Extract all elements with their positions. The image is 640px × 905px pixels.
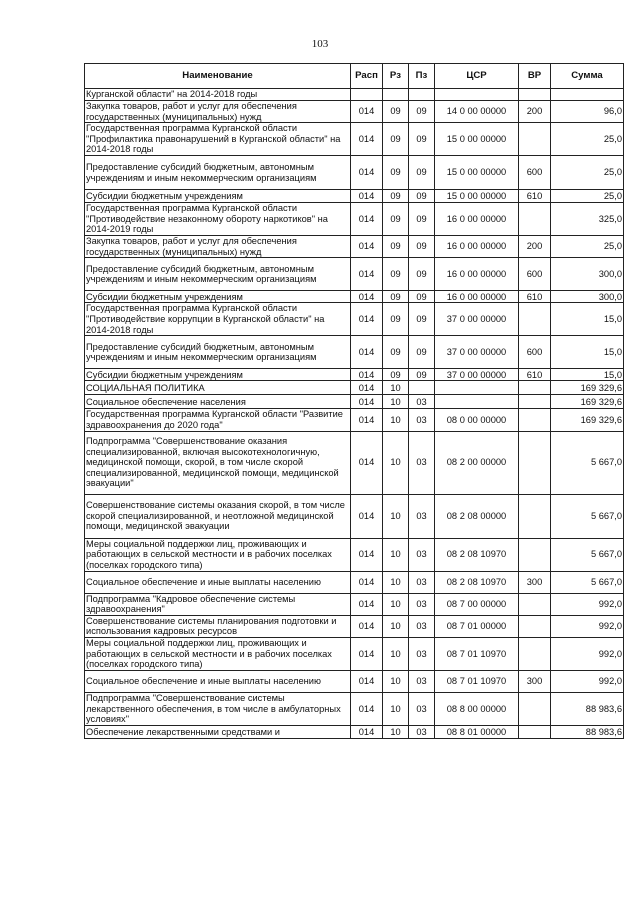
table-cell-rz: 10 [383, 571, 409, 593]
table-cell-rz: 10 [383, 615, 409, 637]
table-cell-name: Предоставление субсидий бюджетным, автономным учреждениям и иным некоммерческим организациям [85, 258, 351, 291]
table-cell-vr [519, 637, 551, 670]
table-cell-csr: 37 0 00 00000 [435, 303, 519, 336]
table-cell-pz: 09 [409, 101, 435, 123]
table-cell-rasp: 014 [351, 494, 383, 538]
table-cell-sum: 5 667,0 [551, 494, 624, 538]
table-cell-name: Подпрограмма "Кадровое обеспечение системы здравоохранения" [85, 593, 351, 615]
table-cell-sum: 992,0 [551, 670, 624, 692]
table-cell-vr: 600 [519, 156, 551, 190]
table-cell-rasp: 014 [351, 593, 383, 615]
table-cell-rasp: 014 [351, 409, 383, 431]
table-row [85, 431, 624, 494]
header-rasp: Расп [351, 64, 383, 89]
table-cell-rz: 10 [383, 538, 409, 571]
table-cell-vr [519, 593, 551, 615]
table-cell-vr [519, 538, 551, 571]
table-cell-pz: 03 [409, 409, 435, 431]
table-cell-csr: 08 7 01 10970 [435, 637, 519, 670]
table-cell-name: Государственная программа Курганской области "Противодействие незаконному обороту наркотиков" на 2014-2019 годы [85, 203, 351, 236]
table-cell-rasp: 014 [351, 236, 383, 258]
table-cell-name: Предоставление субсидий бюджетным, автономным учреждениям и иным некоммерческим организациям [85, 156, 351, 190]
table-cell-csr: 08 2 08 10970 [435, 571, 519, 593]
table-cell-vr: 610 [519, 291, 551, 303]
table-cell-sum: 325,0 [551, 203, 624, 236]
table-row [85, 725, 624, 738]
table-row [85, 494, 624, 538]
header-csr: ЦСР [435, 64, 519, 89]
table-cell-csr: 08 8 01 00000 [435, 725, 519, 738]
table-row [85, 203, 624, 236]
table-cell-vr [519, 615, 551, 637]
table-cell-rasp: 014 [351, 395, 383, 409]
table-cell-name: Подпрограмма "Совершенствование оказания специализированной, включая высокотехнологичную, медицинской помощи, скорой, в том числе скорой специализированной, медицинской помощи, медицинской эвакуации" [85, 431, 351, 494]
header-rz: Рз [383, 64, 409, 89]
table-cell-name: Социальное обеспечение и иные выплаты населению [85, 571, 351, 593]
table-row [85, 538, 624, 571]
table-cell-pz: 03 [409, 670, 435, 692]
table-cell-csr: 08 7 00 00000 [435, 593, 519, 615]
table-cell-vr: 300 [519, 670, 551, 692]
table-cell-rasp: 014 [351, 101, 383, 123]
table-row [85, 409, 624, 431]
table-cell-rasp: 014 [351, 156, 383, 190]
table-cell-csr: 08 7 01 00000 [435, 615, 519, 637]
table-cell-rasp: 014 [351, 369, 383, 381]
table-cell-rz: 10 [383, 725, 409, 738]
table-cell-sum: 25,0 [551, 190, 624, 203]
table-row [85, 89, 624, 101]
table-cell-pz: 03 [409, 494, 435, 538]
table-cell-pz: 03 [409, 593, 435, 615]
table-cell-rasp: 014 [351, 303, 383, 336]
table-cell-sum: 25,0 [551, 156, 624, 190]
table-cell-rasp: 014 [351, 203, 383, 236]
table-cell-pz: 03 [409, 571, 435, 593]
table-cell-sum: 5 667,0 [551, 431, 624, 494]
table-cell-sum: 169 329,6 [551, 381, 624, 395]
table-cell-pz [409, 381, 435, 395]
table-cell-csr: 08 2 08 00000 [435, 494, 519, 538]
table-cell-vr [519, 395, 551, 409]
table-cell-vr [519, 692, 551, 725]
table-cell-pz: 09 [409, 258, 435, 291]
table-cell-csr: 08 7 01 10970 [435, 670, 519, 692]
table-cell-name: Субсидии бюджетным учреждениям [85, 190, 351, 203]
table-cell-vr: 200 [519, 236, 551, 258]
table-cell-pz: 09 [409, 123, 435, 156]
table-cell-rz: 10 [383, 637, 409, 670]
table-cell-vr: 200 [519, 101, 551, 123]
table-cell-sum: 5 667,0 [551, 571, 624, 593]
table-cell-csr: 08 2 00 00000 [435, 431, 519, 494]
table-cell-rz: 09 [383, 369, 409, 381]
table-row [85, 236, 624, 258]
table-cell-rz: 10 [383, 692, 409, 725]
table-cell-name: Совершенствование системы планирования подготовки и использования кадровых ресурсов [85, 615, 351, 637]
table-cell-rasp: 014 [351, 431, 383, 494]
table-cell-rz: 09 [383, 190, 409, 203]
table-cell-csr: 37 0 00 00000 [435, 336, 519, 369]
table-row [85, 670, 624, 692]
table-cell-name: Закупка товаров, работ и услуг для обеспечения государственных (муниципальных) нужд [85, 101, 351, 123]
table-cell-rasp: 014 [351, 291, 383, 303]
table-row [85, 395, 624, 409]
table-row [85, 692, 624, 725]
table-cell-pz: 09 [409, 190, 435, 203]
table-cell-rasp: 014 [351, 123, 383, 156]
table-cell-name: Государственная программа Курганской области "Развитие здравоохранения до 2020 года" [85, 409, 351, 431]
table-cell-name: Меры социальной поддержки лиц, проживающих и работающих в сельской местности и в рабочих поселках (поселках городского типа) [85, 538, 351, 571]
table-row [85, 336, 624, 369]
header-name: Наименование [85, 64, 351, 89]
table-cell-csr [435, 395, 519, 409]
table-cell-csr: 16 0 00 00000 [435, 203, 519, 236]
table-cell-csr: 08 2 08 10970 [435, 538, 519, 571]
table-cell-rz: 09 [383, 336, 409, 369]
table-cell-rasp: 014 [351, 692, 383, 725]
table-cell-rz: 09 [383, 203, 409, 236]
table-cell-name: Субсидии бюджетным учреждениям [85, 291, 351, 303]
table-cell-csr: 16 0 00 00000 [435, 291, 519, 303]
table-cell-sum: 300,0 [551, 258, 624, 291]
table-row [85, 190, 624, 203]
table-cell-rz: 09 [383, 123, 409, 156]
table-cell-pz: 09 [409, 156, 435, 190]
table-cell-pz: 09 [409, 236, 435, 258]
table-cell-rz: 10 [383, 494, 409, 538]
table-cell-name: Социальное обеспечение населения [85, 395, 351, 409]
table-cell-sum [551, 89, 624, 101]
table-cell-sum: 15,0 [551, 369, 624, 381]
table-cell-pz: 09 [409, 336, 435, 369]
table-cell-name: Совершенствование системы оказания скорой, в том числе скорой специализированной, и неотложной медицинской помощи, медицинской эвакуации [85, 494, 351, 538]
table-cell-name: Курганской области" на 2014-2018 годы [85, 89, 351, 101]
table-cell-sum: 992,0 [551, 593, 624, 615]
table-cell-pz: 09 [409, 203, 435, 236]
table-cell-rz: 10 [383, 395, 409, 409]
table-cell-vr [519, 303, 551, 336]
table-cell-rasp: 014 [351, 615, 383, 637]
table-cell-pz: 09 [409, 303, 435, 336]
table-row [85, 123, 624, 156]
table-cell-pz: 03 [409, 637, 435, 670]
table-cell-name: Государственная программа Курганской области "Профилактика правонарушений в Курганской области" на 2014-2018 годы [85, 123, 351, 156]
table-row [85, 156, 624, 190]
table-cell-pz [409, 89, 435, 101]
table-cell-sum: 300,0 [551, 291, 624, 303]
table-cell-vr [519, 725, 551, 738]
table-header-row [85, 64, 624, 89]
table-cell-pz: 09 [409, 369, 435, 381]
table-cell-csr [435, 381, 519, 395]
table-cell-rz: 09 [383, 236, 409, 258]
table-cell-rz: 09 [383, 291, 409, 303]
table-cell-vr [519, 494, 551, 538]
table-row [85, 571, 624, 593]
table-cell-pz: 03 [409, 692, 435, 725]
table-cell-name: Подпрограмма "Совершенствование системы лекарственного обеспечения, в том числе в амбулаторных условиях" [85, 692, 351, 725]
table-cell-csr: 37 0 00 00000 [435, 369, 519, 381]
table-cell-sum: 15,0 [551, 303, 624, 336]
table-cell-rz: 09 [383, 156, 409, 190]
table-cell-pz: 03 [409, 615, 435, 637]
table-cell-vr [519, 123, 551, 156]
table-cell-csr: 14 0 00 00000 [435, 101, 519, 123]
header-sum: Сумма [551, 64, 624, 89]
table-cell-sum: 992,0 [551, 637, 624, 670]
table-row [85, 101, 624, 123]
table-cell-sum: 15,0 [551, 336, 624, 369]
table-cell-vr: 600 [519, 258, 551, 291]
table-row [85, 593, 624, 615]
table-cell-rz: 10 [383, 593, 409, 615]
table-cell-csr: 16 0 00 00000 [435, 236, 519, 258]
table-cell-rasp: 014 [351, 381, 383, 395]
table-cell-rasp: 014 [351, 637, 383, 670]
table-cell-rz: 10 [383, 381, 409, 395]
table-cell-rasp: 014 [351, 571, 383, 593]
table-cell-pz: 03 [409, 725, 435, 738]
table-cell-csr: 08 0 00 00000 [435, 409, 519, 431]
table-row [85, 258, 624, 291]
table-row [85, 369, 624, 381]
table-cell-sum: 169 329,6 [551, 395, 624, 409]
table-cell-csr [435, 89, 519, 101]
table-cell-sum: 88 983,6 [551, 692, 624, 725]
table-cell-rasp: 014 [351, 336, 383, 369]
table-cell-rz: 10 [383, 409, 409, 431]
table-cell-sum: 25,0 [551, 236, 624, 258]
table-cell-name: Социальное обеспечение и иные выплаты населению [85, 670, 351, 692]
table-cell-csr: 16 0 00 00000 [435, 258, 519, 291]
table-cell-rasp: 014 [351, 258, 383, 291]
table-cell-pz: 03 [409, 538, 435, 571]
table-cell-vr: 600 [519, 336, 551, 369]
table-cell-rz: 10 [383, 670, 409, 692]
table-cell-pz: 03 [409, 431, 435, 494]
table-cell-vr [519, 409, 551, 431]
table-cell-csr: 15 0 00 00000 [435, 156, 519, 190]
table-cell-name: Обеспечение лекарственными средствами и [85, 725, 351, 738]
table-row [85, 637, 624, 670]
table-cell-name: Предоставление субсидий бюджетным, автономным учреждениям и иным некоммерческим организациям [85, 336, 351, 369]
table-row [85, 303, 624, 336]
table-cell-name: Меры социальной поддержки лиц, проживающих и работающих в сельской местности и в рабочих поселках (поселках городского типа) [85, 637, 351, 670]
table-row [85, 381, 624, 395]
table-cell-name: СОЦИАЛЬНАЯ ПОЛИТИКА [85, 381, 351, 395]
table-cell-rasp: 014 [351, 538, 383, 571]
table-cell-rz: 09 [383, 258, 409, 291]
table-cell-name: Закупка товаров, работ и услуг для обеспечения государственных (муниципальных) нужд [85, 236, 351, 258]
table-cell-pz: 03 [409, 395, 435, 409]
table-cell-vr [519, 89, 551, 101]
table-cell-csr: 15 0 00 00000 [435, 190, 519, 203]
table-cell-rasp [351, 89, 383, 101]
table-cell-name: Субсидии бюджетным учреждениям [85, 369, 351, 381]
table-cell-csr: 15 0 00 00000 [435, 123, 519, 156]
table-cell-sum: 992,0 [551, 615, 624, 637]
table-cell-rz [383, 89, 409, 101]
header-vr: ВР [519, 64, 551, 89]
table-cell-csr: 08 8 00 00000 [435, 692, 519, 725]
table-cell-vr [519, 203, 551, 236]
table-cell-sum: 96,0 [551, 101, 624, 123]
table-cell-rz: 09 [383, 101, 409, 123]
table-cell-vr [519, 431, 551, 494]
table-cell-rz: 10 [383, 431, 409, 494]
table-cell-vr: 300 [519, 571, 551, 593]
header-pz: Пз [409, 64, 435, 89]
table-cell-rasp: 014 [351, 725, 383, 738]
budget-table [84, 63, 624, 739]
table-cell-sum: 88 983,6 [551, 725, 624, 738]
table-cell-sum: 5 667,0 [551, 538, 624, 571]
page-number: 103 [311, 38, 329, 50]
table-cell-vr [519, 381, 551, 395]
table-cell-rasp: 014 [351, 190, 383, 203]
table-cell-rasp: 014 [351, 670, 383, 692]
table-cell-rz: 09 [383, 303, 409, 336]
table-cell-sum: 169 329,6 [551, 409, 624, 431]
table-row [85, 291, 624, 303]
table-row [85, 615, 624, 637]
table-cell-name: Государственная программа Курганской области "Противодействие коррупции в Курганской области" на 2014-2018 годы [85, 303, 351, 336]
table-cell-vr: 610 [519, 190, 551, 203]
table-cell-pz: 09 [409, 291, 435, 303]
table-cell-vr: 610 [519, 369, 551, 381]
table-cell-sum: 25,0 [551, 123, 624, 156]
